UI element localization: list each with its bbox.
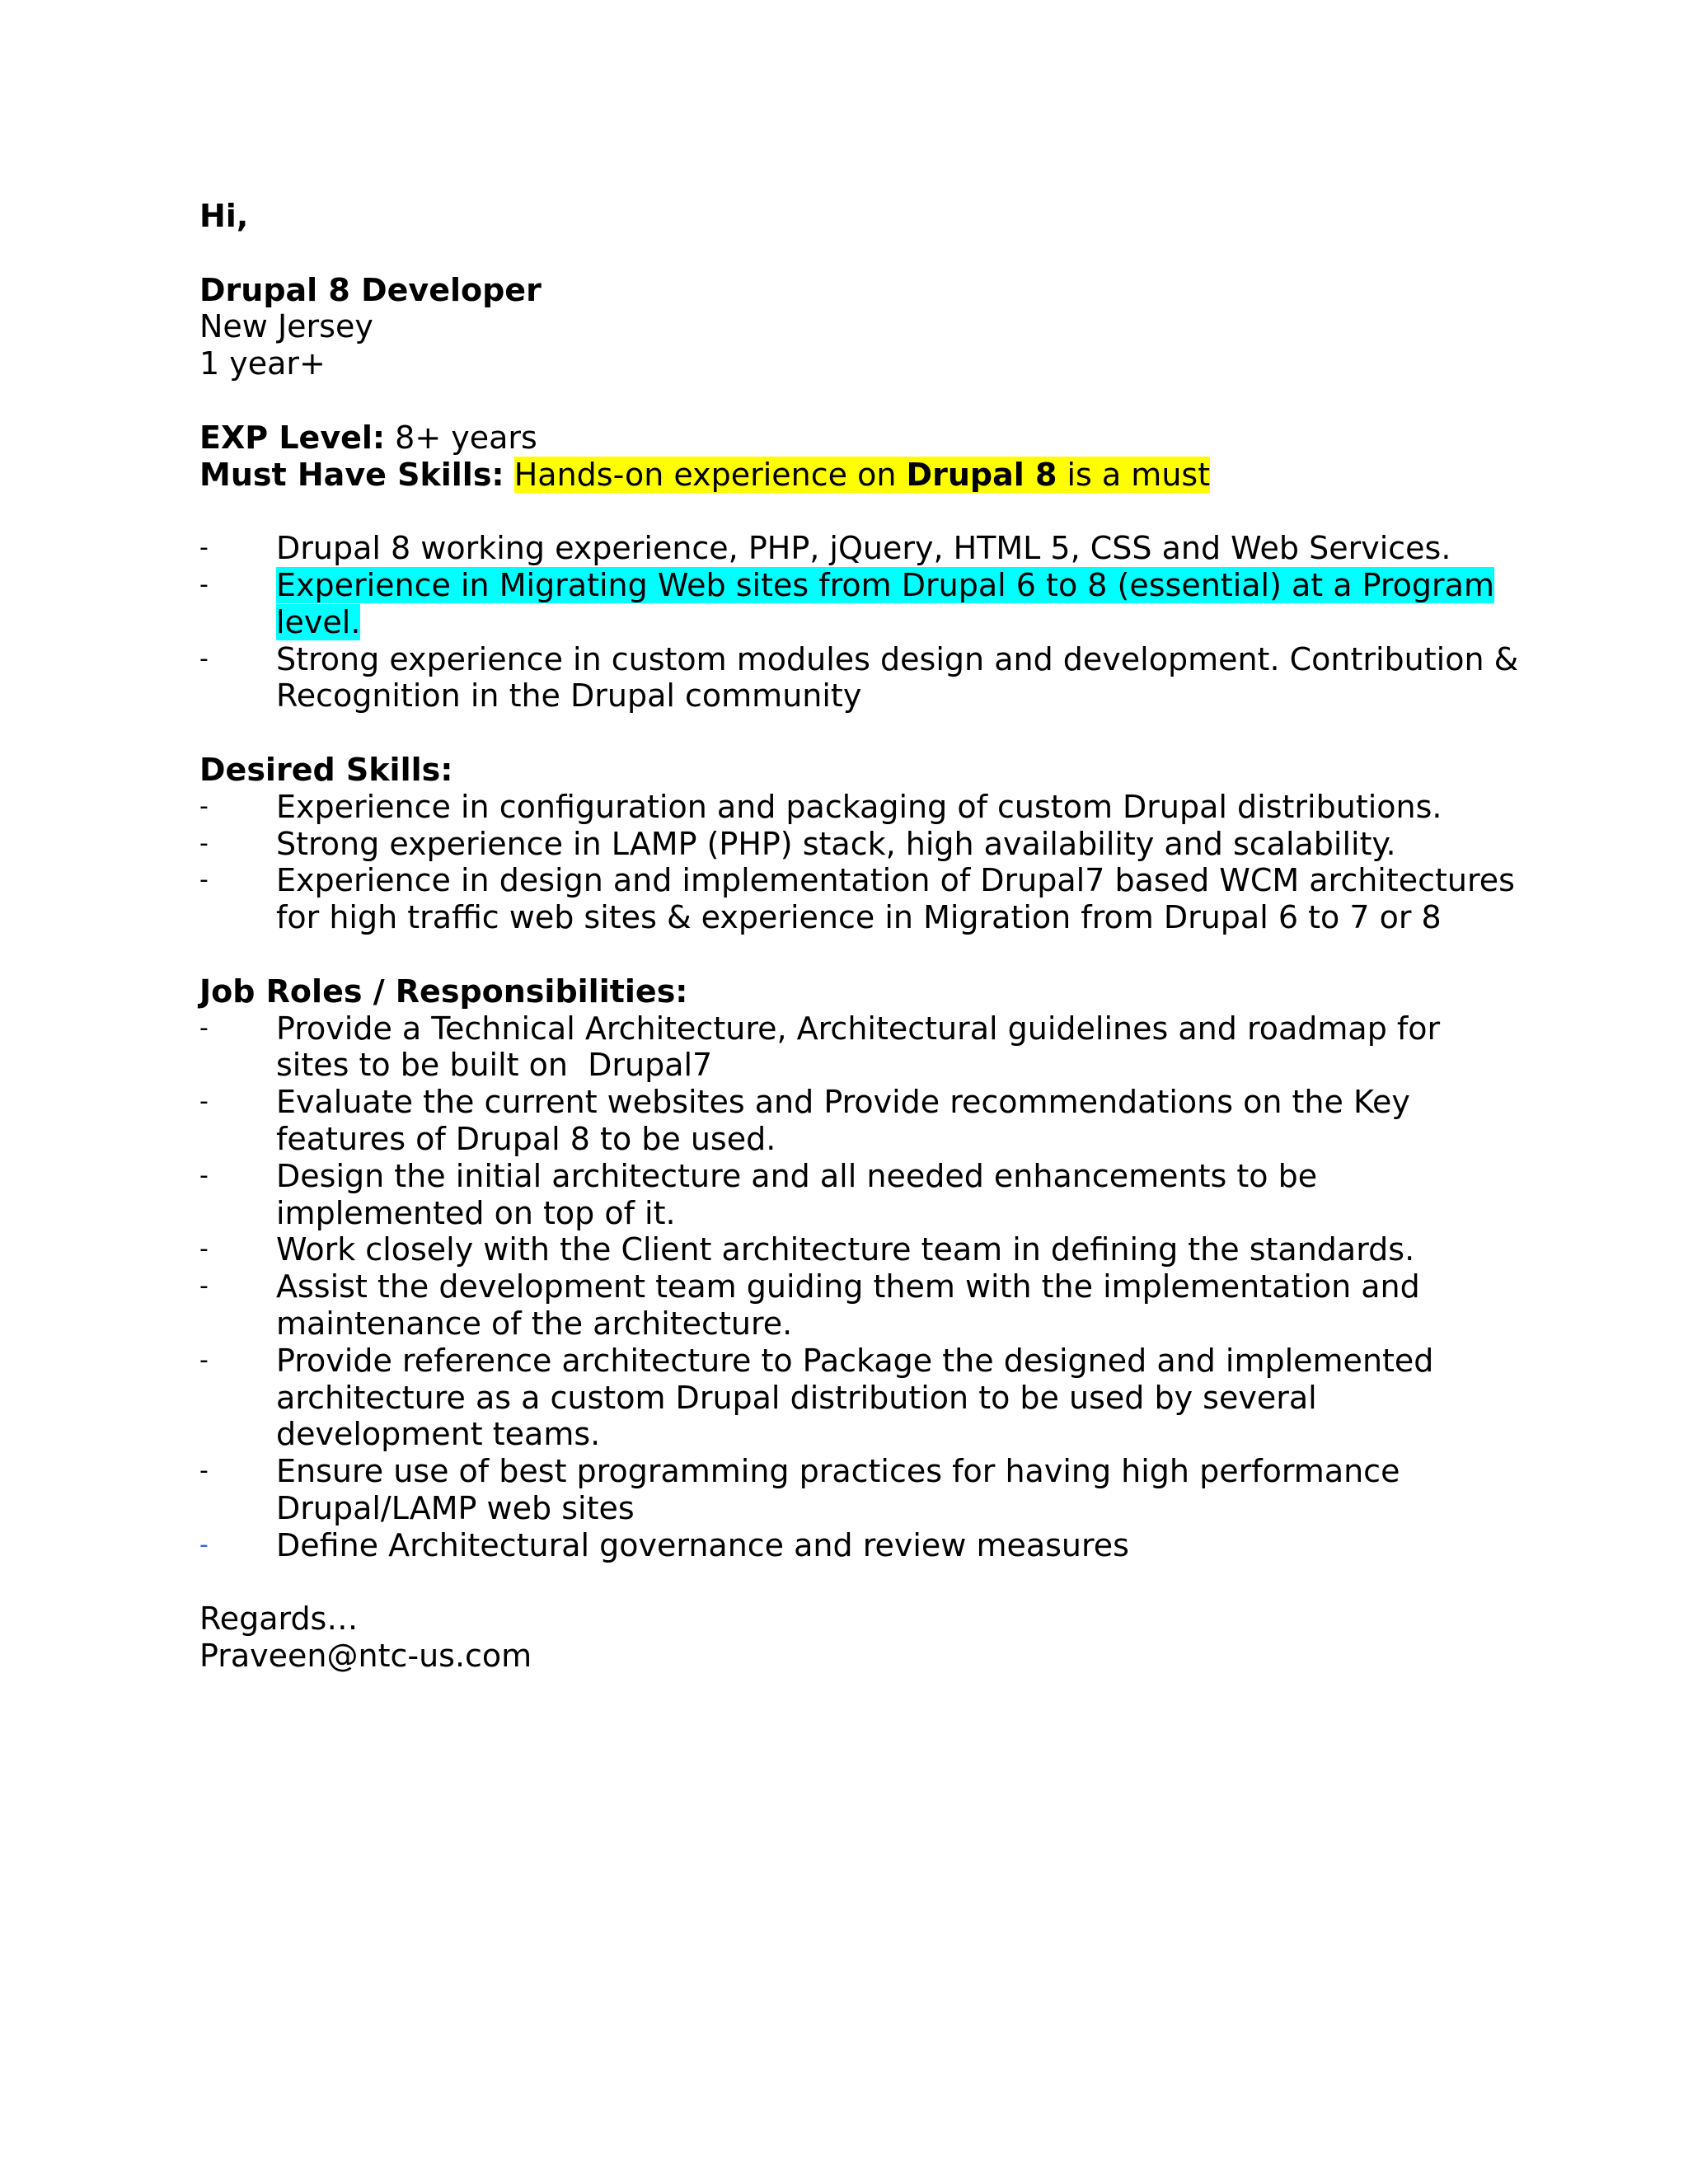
- must-item-3-line-2: Recognition in the Drupal community: [276, 677, 862, 715]
- role-item-7-line-2: Drupal/LAMP web sites: [276, 1489, 635, 1526]
- list-item: [199, 1343, 1502, 1453]
- role-item-7-line-1: Ensure use of best programming practices for having high performance: [276, 1453, 1400, 1490]
- bullet-dash: -: [199, 1456, 209, 1486]
- role-item-1-line-2: sites to be built on Drupal7: [276, 1047, 713, 1084]
- must-item-2-highlight-line-1: Experience in Migrating Web sites from Drupal 6 to 8 (essential) at a Program: [276, 566, 1494, 603]
- bullet-dash: -: [199, 865, 209, 895]
- role-item-8: Define Architectural governance and review measures: [276, 1526, 1129, 1563]
- bullet-dash: -: [199, 1160, 209, 1190]
- spacer: [199, 382, 1502, 419]
- role-item-1-line-1: Provide a Technical Architecture, Architectural guidelines and roadmap for: [276, 1010, 1441, 1047]
- regards-text: Regards…: [199, 1601, 359, 1638]
- list-item: [199, 1268, 1502, 1343]
- document-body: [199, 198, 1519, 1675]
- list-item: [199, 530, 1502, 567]
- bullet-dash: -: [199, 1087, 209, 1117]
- desired-item-2: Strong experience in LAMP (PHP) stack, high availability and scalability.: [276, 825, 1396, 862]
- list-item: [199, 640, 1519, 715]
- must-item-1: Drupal 8 working experience, PHP, jQuery, HTML 5, CSS and Web Services.: [276, 530, 1451, 567]
- must-have-highlight: [514, 457, 1210, 493]
- list-item: [199, 1084, 1502, 1158]
- must-have-text-pre: Hands-on experience on: [513, 456, 907, 493]
- exp-level-label: EXP Level:: [199, 419, 386, 456]
- bullet-dash: -: [199, 1530, 209, 1559]
- bullet-dash: -: [199, 1235, 209, 1264]
- must-have-text-post: is a must: [1057, 456, 1211, 493]
- bullet-dash: -: [199, 791, 209, 821]
- must-item-2-highlight-line-2: level.: [276, 603, 361, 640]
- desired-item-1: Experience in configuration and packaging of custom Drupal distributions.: [276, 788, 1442, 825]
- spacer: [199, 715, 1502, 752]
- list-item: [199, 1231, 1502, 1268]
- bullet-dash: -: [199, 1345, 209, 1375]
- must-item-3-line-1: Strong experience in custom modules design and development. Contribution &: [276, 640, 1519, 677]
- role-item-6-line-3: development teams.: [276, 1416, 601, 1453]
- role-item-4: Work closely with the Client architecture team in defining the standards.: [276, 1231, 1415, 1268]
- bullet-dash: -: [199, 533, 209, 563]
- role-item-6-line-2: architecture as a custom Drupal distribution to be used by several: [276, 1379, 1317, 1416]
- list-item: [199, 1158, 1502, 1232]
- list-item: [199, 1453, 1502, 1527]
- contact-email[interactable]: Praveen@ntc-us.com: [199, 1638, 532, 1675]
- bullet-dash: -: [199, 644, 209, 673]
- role-item-5-line-1: Assist the development team guiding them with the implementation and: [276, 1268, 1420, 1305]
- job-duration: 1 year+: [199, 345, 326, 382]
- must-have-line: [199, 457, 1502, 494]
- exp-level-line: [199, 419, 1502, 457]
- bullet-dash: -: [199, 569, 209, 599]
- list-item: [199, 789, 1502, 826]
- bullet-dash: -: [199, 1272, 209, 1301]
- desired-item-3-line-2: for high traffic web sites & experience in Migration from Drupal 6 to 7 or 8: [276, 899, 1442, 936]
- job-location: New Jersey: [199, 308, 373, 345]
- list-item: [199, 862, 1515, 936]
- job-title: Drupal 8 Developer: [199, 271, 542, 308]
- list-item: [199, 826, 1502, 863]
- spacer: [199, 235, 1502, 272]
- role-item-6-line-1: Provide reference architecture to Package the designed and implemented: [276, 1342, 1434, 1379]
- list-item: [199, 567, 1502, 641]
- desired-skills-heading: Desired Skills:: [199, 751, 453, 788]
- role-item-3-line-2: implemented on top of it.: [276, 1194, 676, 1231]
- must-have-label: Must Have Skills:: [199, 456, 504, 493]
- role-item-5-line-2: maintenance of the architecture.: [276, 1305, 793, 1342]
- spacer: [199, 936, 1502, 973]
- job-roles-heading: Job Roles / Responsibilities:: [199, 972, 688, 1010]
- greeting: Hi,: [199, 198, 249, 234]
- spacer: [199, 493, 1502, 530]
- role-item-3-line-1: Design the initial architecture and all needed enhancements to be: [276, 1157, 1318, 1194]
- spacer: [199, 1563, 1502, 1601]
- role-item-2-line-2: features of Drupal 8 to be used.: [276, 1120, 776, 1157]
- must-have-text-bold: Drupal 8: [906, 456, 1057, 493]
- bullet-dash: -: [199, 1013, 209, 1043]
- bullet-dash: -: [199, 828, 209, 858]
- role-item-2-line-1: Evaluate the current websites and Provide recommendations on the Key: [276, 1084, 1410, 1121]
- list-item: [199, 1010, 1502, 1085]
- desired-item-3-line-1: Experience in design and implementation of Drupal7 based WCM architectures: [276, 862, 1515, 899]
- exp-level-value: 8+ years: [385, 419, 537, 456]
- list-item: [199, 1527, 1502, 1564]
